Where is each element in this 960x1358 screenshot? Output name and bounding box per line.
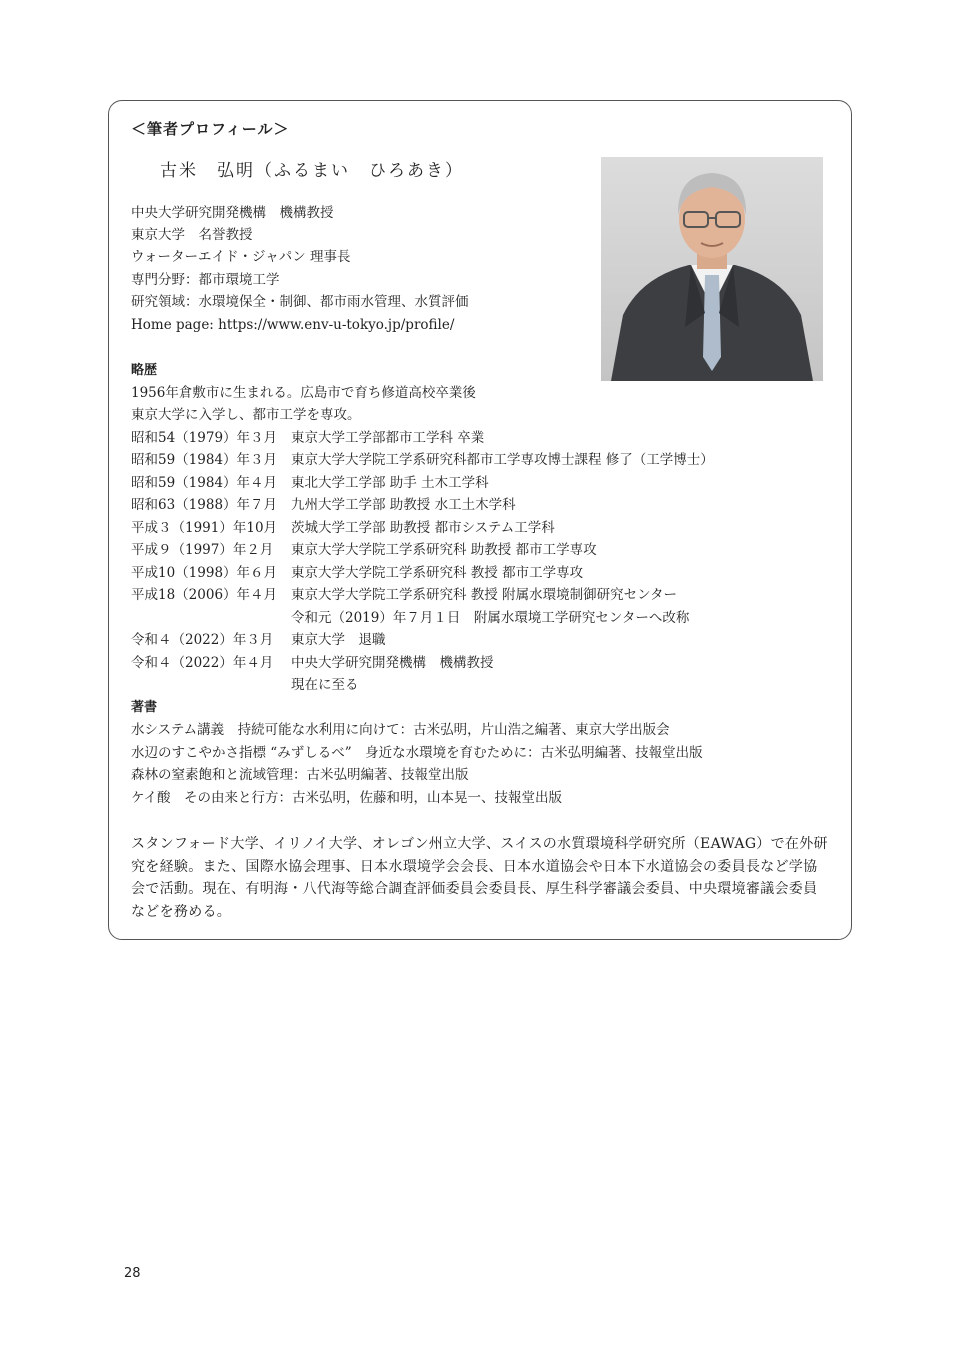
history-intro-line: 1956年倉敷市に生まれる。広島市で育ち修道高校卒業後 (131, 385, 476, 401)
history-entry (131, 629, 386, 652)
history-date: 令和４（2022）年４月 (131, 655, 274, 671)
book-item: 水システム講義 持続可能な水利用に向けて：古米弘明，片山浩之編著、東京大学出版会 (131, 722, 670, 738)
history-entry (131, 674, 359, 697)
history-entry (131, 539, 597, 562)
career-paragraph: スタンフォード大学、イリノイ大学、オレゴン州立大学、スイスの水質環境科学研究所（EAWAG）で在外研究を経験。また、国際水協会理事、日本水環境学会会長、日本水道協会や日本下水道協会の委員長など学協会で活動。現在、有明海・八代海等総合調査評価委員会委員長、厚生科学審議会委員、中央環境審議会委員などを務める。 (131, 836, 828, 920)
history-text: 中央大学研究開発機構 機構教授 (291, 655, 494, 671)
book-item: 森林の窒素飽和と流域管理：古米弘明編著、技報堂出版 (131, 767, 469, 783)
portrait-illustration (601, 157, 823, 381)
history-entry (131, 652, 494, 675)
history-intro-line: 東京大学に入学し、都市工学を専攻。 (131, 407, 361, 423)
history-date: 令和４（2022）年３月 (131, 632, 274, 648)
history-entry (131, 494, 516, 517)
author-photo (601, 157, 823, 381)
history-text: 東京大学大学院工学系研究科 教授 附属水環境制御研究センター (291, 587, 678, 603)
specialty-line: 専門分野：都市環境工学 (131, 272, 280, 288)
history-text: 東京大学工学部都市工学科 卒業 (291, 430, 485, 446)
book-item: ケイ酸 その由来と行方：古米弘明，佐藤和明，山本晃一、技報堂出版 (131, 790, 563, 806)
history-entry (131, 607, 689, 630)
history-entry (131, 517, 555, 540)
history-date: 昭和63（1988）年７月 (131, 497, 278, 513)
affiliation-line: 中央大学研究開発機構 機構教授 (131, 205, 334, 221)
history-heading: 略歴 (131, 363, 158, 378)
author-name: 古米 弘明（ふるまい ひろあき） (160, 161, 464, 181)
history-entry (131, 472, 489, 495)
history-date: 昭和59（1984）年３月 (131, 452, 278, 468)
history-entry (131, 427, 484, 450)
history-text: 東京大学大学院工学系研究科 助教授 都市工学専攻 (291, 542, 597, 558)
books-heading: 著書 (131, 700, 158, 715)
homepage-line: Home page: https://www.env-u-tokyo.jp/profile/ (131, 317, 455, 333)
history-text: 東北大学工学部 助手 土木工学科 (291, 475, 489, 491)
history-date: 昭和59（1984）年４月 (131, 475, 278, 491)
history-text: 東京大学大学院工学系研究科 教授 都市工学専攻 (291, 565, 584, 581)
history-entry (131, 449, 714, 472)
affiliation-line: ウォーターエイド・ジャパン 理事長 (131, 249, 351, 265)
page-number: 28 (124, 1266, 141, 1281)
profile-section-title: ＜筆者プロフィール＞ (131, 120, 290, 138)
book-item: 水辺のすこやかさ指標 “みずしるべ” 身近な水環境を育むために：古米弘明編著、技報堂出版 (131, 745, 703, 761)
history-text: 九州大学工学部 助教授 水工土木学科 (291, 497, 516, 513)
history-entry (131, 584, 677, 607)
history-date: 昭和54（1979）年３月 (131, 430, 278, 446)
history-date: 平成３（1991）年10月 (131, 520, 278, 536)
history-date: 平成18（2006）年４月 (131, 587, 278, 603)
history-date: 平成10（1998）年６月 (131, 565, 278, 581)
history-text: 東京大学大学院工学系研究科都市工学専攻博士課程 修了（工学博士） (291, 452, 714, 468)
history-text: 現在に至る (291, 677, 359, 693)
history-entry (131, 562, 583, 585)
history-text: 茨城大学工学部 助教授 都市システム工学科 (291, 520, 555, 536)
research-area-line: 研究領域：水環境保全・制御、都市雨水管理、水質評価 (131, 294, 469, 310)
history-text: 東京大学 退職 (291, 632, 386, 648)
history-text: 令和元（2019）年７月１日 附属水環境工学研究センターへ改称 (291, 610, 690, 626)
affiliation-line: 東京大学 名誉教授 (131, 227, 253, 243)
history-date: 平成９（1997）年２月 (131, 542, 274, 558)
